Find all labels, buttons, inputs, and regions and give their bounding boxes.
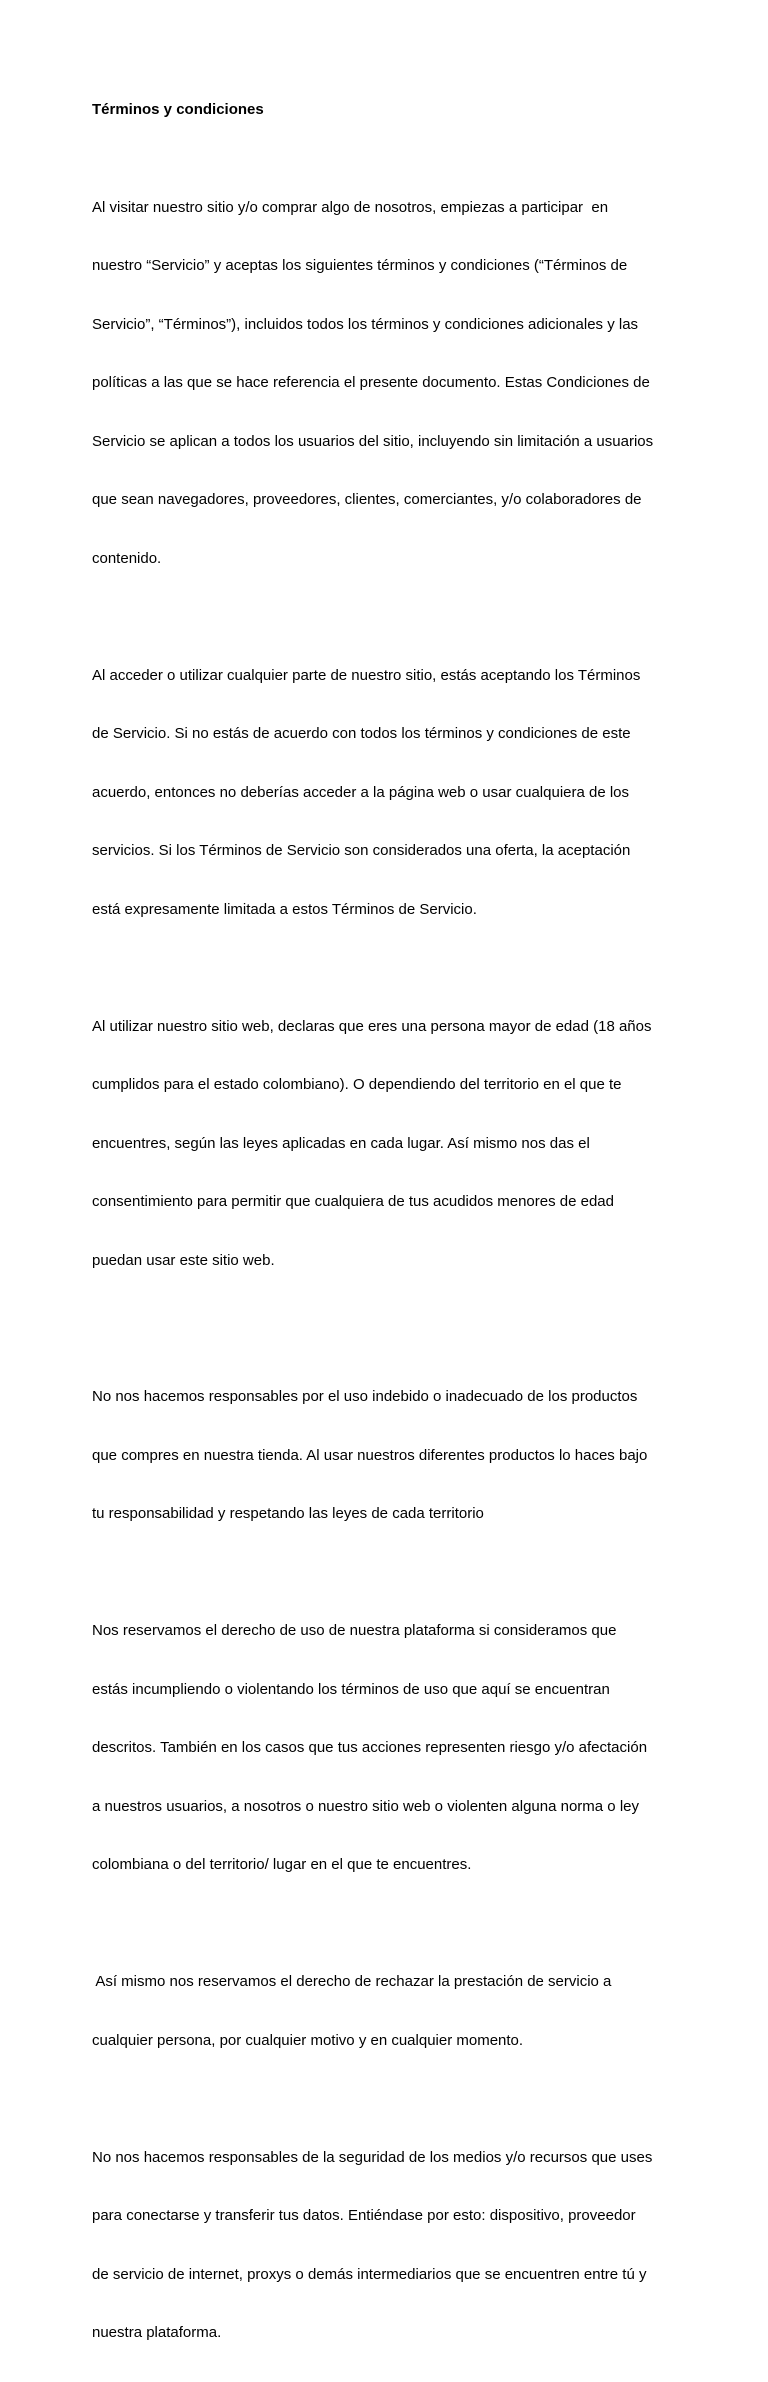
paragraph-age-requirement (92, 978, 682, 1310)
text-line: estás incumpliendo o violentando los términos de uso que aquí se encuentran (92, 1680, 610, 1698)
text-line: Servicio”, “Términos”), incluidos todos los términos y condiciones adicionales y las (92, 315, 639, 333)
text-line: encuentres, según las leyes aplicadas en cada lugar. Así mismo nos das el (92, 1134, 590, 1152)
document-title: Términos y condiciones (92, 101, 264, 118)
text-line: consentimiento para permitir que cualquiera de tus acudidos menores de edad (92, 1193, 614, 1210)
paragraph-acceptance (92, 627, 682, 959)
text-line: colombiana o del territorio/ lugar en el que te encuentres. (92, 1856, 472, 1873)
text-line: Así mismo nos reservamos el derecho de rechazar la prestación de servicio a (92, 1973, 612, 1990)
text-line: Al visitar nuestro sitio y/o comprar algo de nosotros, empiezas a participar en (92, 198, 609, 216)
text-line: para conectarse y transferir tus datos. Entiéndase por esto: dispositivo, proveedor (92, 2207, 636, 2224)
text-line: Al acceder o utilizar cualquier parte de nuestro sitio, estás aceptando los Términos (92, 666, 641, 684)
text-line: cumplidos para el estado colombiano). O dependiendo del territorio en el que te (92, 1076, 622, 1093)
text-line: Al utilizar nuestro sitio web, declaras que eres una persona mayor de edad (18 años (92, 1017, 652, 1035)
text-line: servicios. Si los Términos de Servicio son considerados una oferta, la aceptación (92, 842, 631, 859)
text-line: políticas a las que se hace referencia el presente documento. Estas Condiciones de (92, 374, 650, 391)
text-line: No nos hacemos responsables de la seguridad de los medios y/o recursos que uses (92, 2148, 653, 2166)
paragraph-site-use-terms (92, 159, 682, 608)
text-line: No nos hacemos responsables por el uso indebido o inadecuado de los productos (92, 1388, 638, 1405)
text-line: puedan usar este sitio web. (92, 1251, 275, 1269)
text-line: cualquier persona, por cualquier motivo y en cualquier momento. (92, 2031, 524, 2049)
text-line: de Servicio. Si no estás de acuerdo con todos los términos y condiciones de este (92, 725, 631, 742)
text-line: de servicio de internet, proxys o demás intermediarios que se encuentren entre tú y (92, 2265, 647, 2283)
text-line: está expresamente limitada a estos Términos de Servicio. (92, 900, 477, 918)
text-line: descritos. También en los casos que tus acciones representen riesgo y/o afectación (92, 1739, 648, 1756)
paragraph-product-misuse (92, 1348, 682, 1563)
text-line: a nuestros usuarios, a nosotros o nuestro sitio web o violenten alguna norma o ley (92, 1797, 639, 1815)
text-line: nuestra plataforma. (92, 2324, 222, 2341)
text-line: nuestro “Servicio” y aceptas los siguientes términos y condiciones (“Términos de (92, 257, 628, 274)
text-line: contenido. (92, 549, 162, 567)
text-line: que compres en nuestra tienda. Al usar nuestros diferentes productos lo haces bajo (92, 1446, 648, 1464)
paragraph-platform-rights (92, 1582, 682, 1914)
paragraph-refusal-of-service (92, 1933, 682, 2089)
text-line: Nos reservamos el derecho de uso de nuestra plataforma si consideramos que (92, 1622, 617, 1639)
document-body (92, 100, 682, 2382)
text-line: que sean navegadores, proveedores, clientes, comerciantes, y/o colaboradores de (92, 491, 642, 508)
text-line: acuerdo, entonces no deberías acceder a la página web o usar cualquiera de los (92, 783, 630, 801)
text-line: Servicio se aplican a todos los usuarios del sitio, incluyendo sin limitación a usuarios (92, 432, 654, 450)
text-line: tu responsabilidad y respetando las leyes de cada territorio (92, 1505, 484, 1522)
paragraph-data-security (92, 2109, 682, 2382)
